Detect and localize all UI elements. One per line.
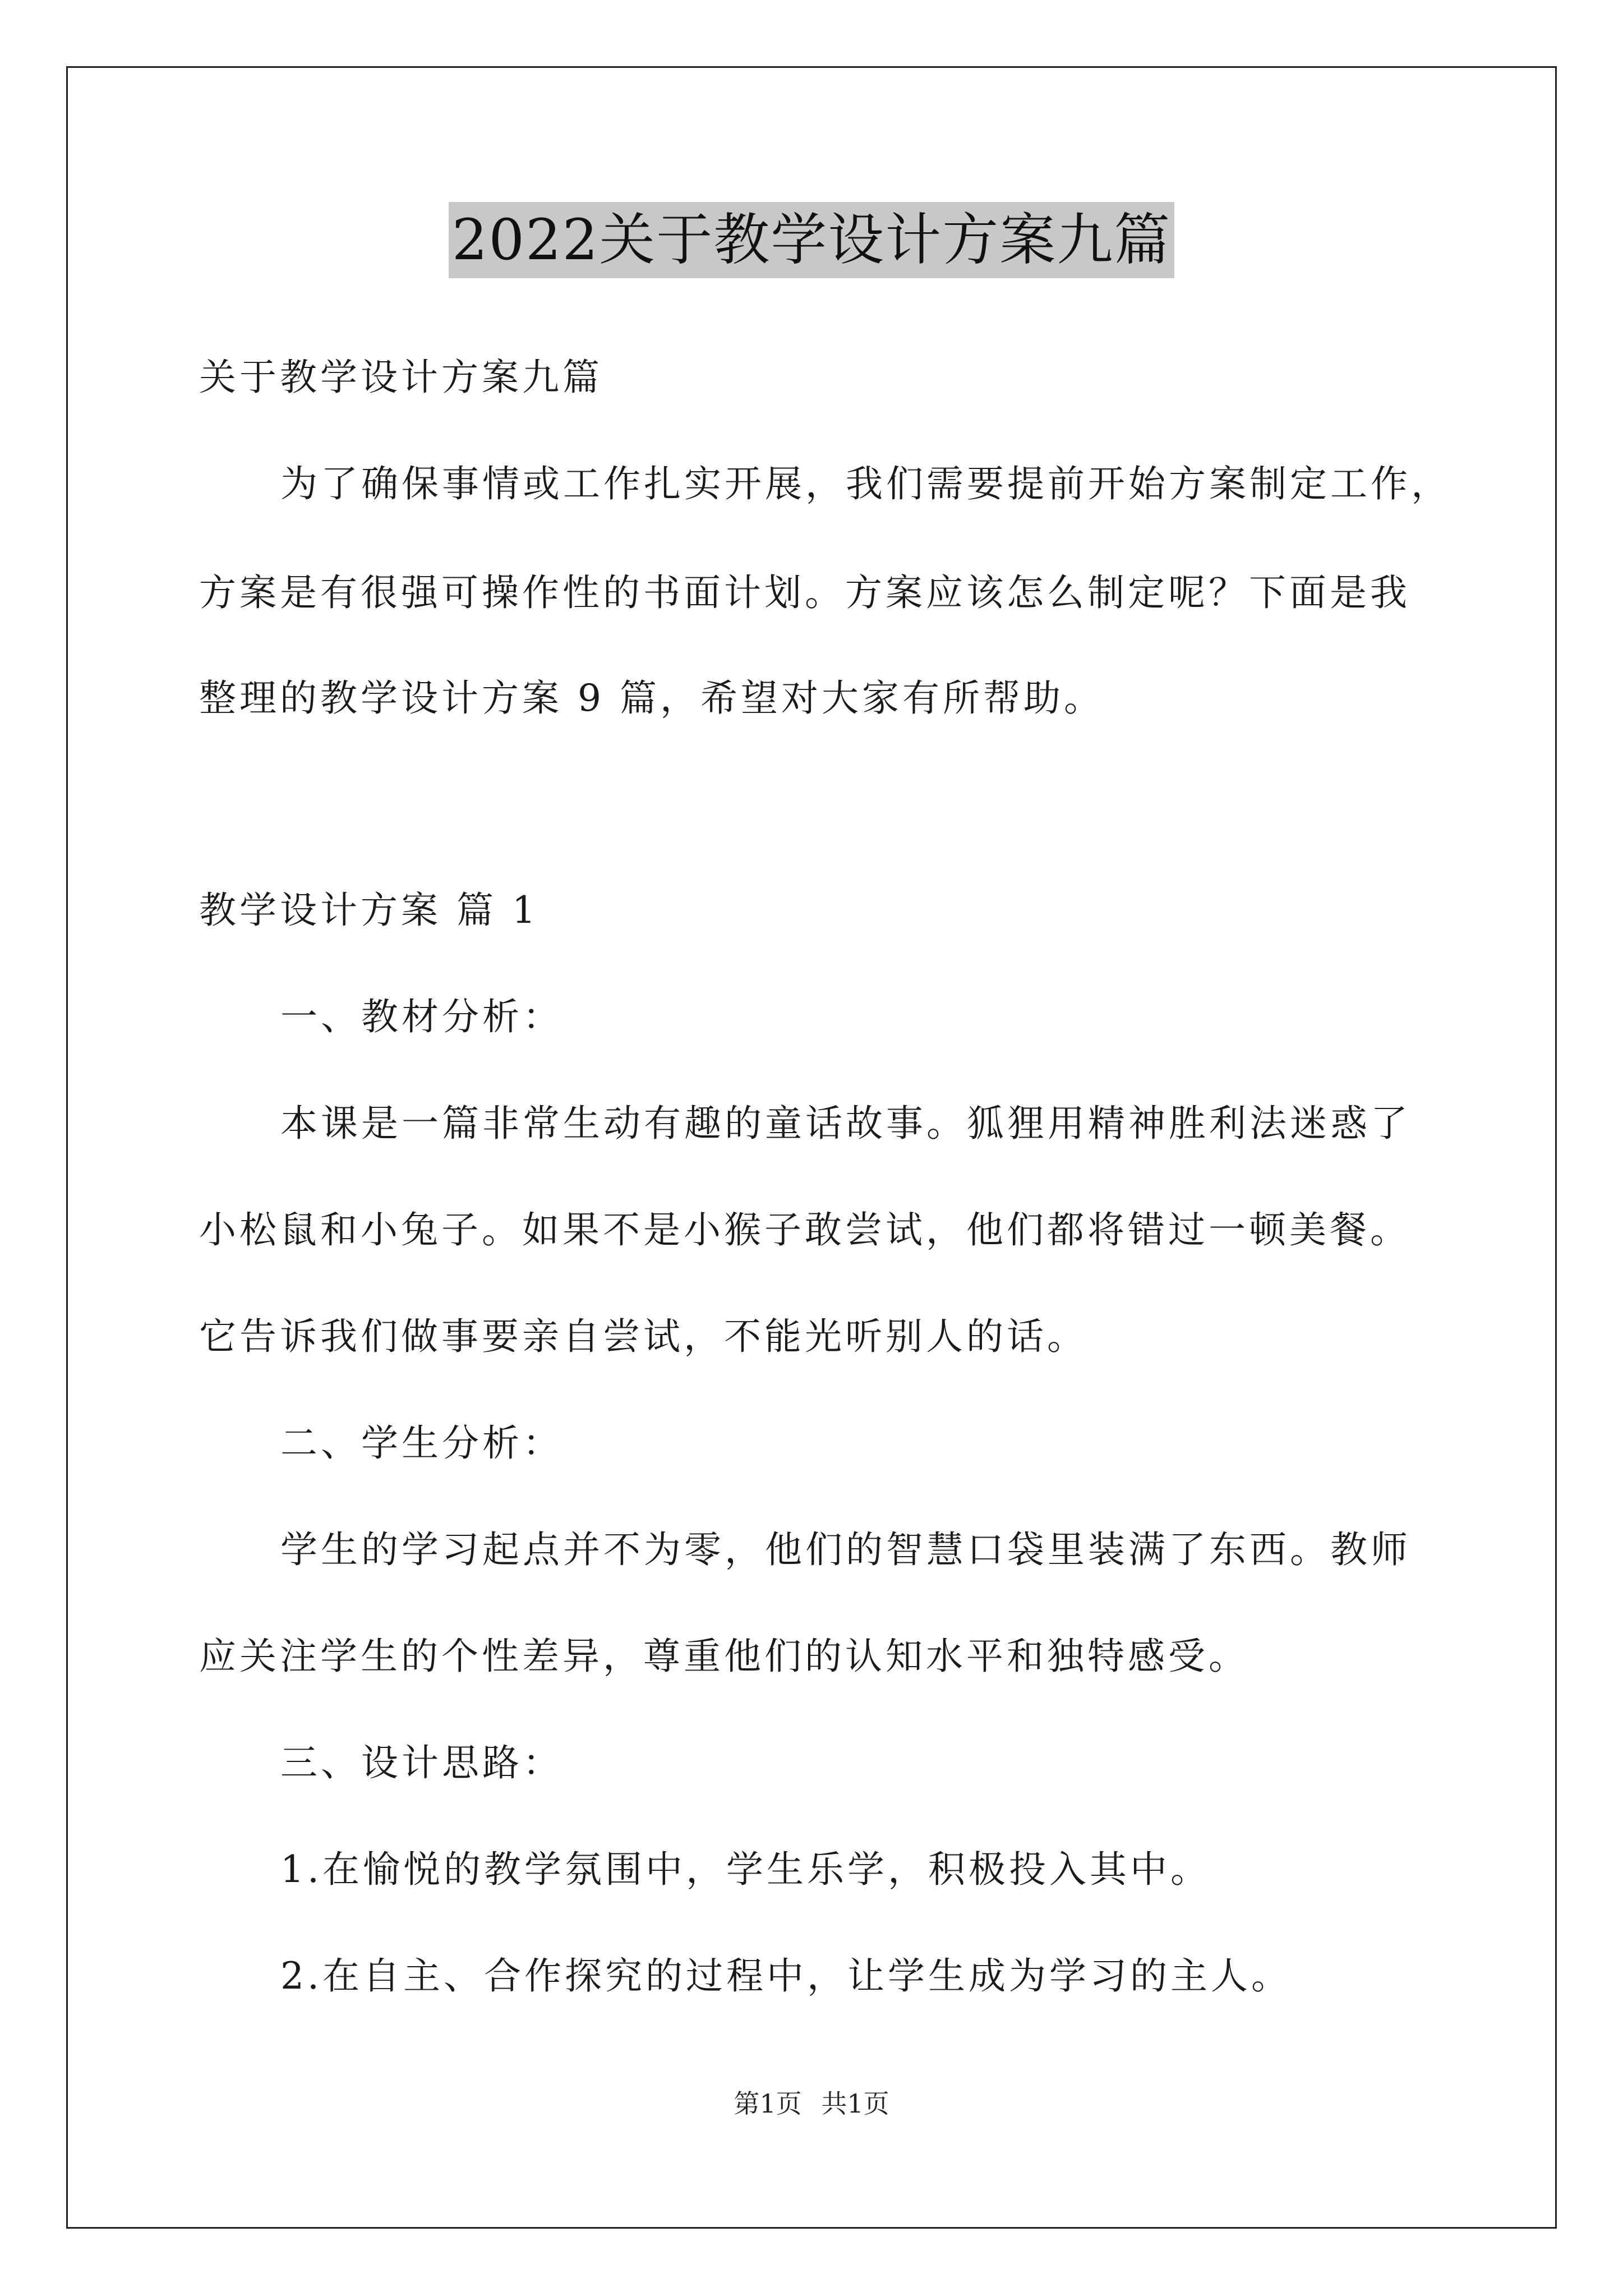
title-container (0, 202, 1623, 278)
design-item-2: 2.在自主、合作探究的过程中，让学生成为学习的主人。 (280, 1954, 1292, 1998)
material-line-3: 它告诉我们做事要亲自尝试，不能光听别人的话。 (199, 1315, 1087, 1358)
students-line-1: 学生的学习起点并不为零，他们的智慧口袋里装满了东西。教师 (280, 1528, 1411, 1571)
page-footer (0, 2087, 1623, 2120)
students-line-2: 应关注学生的个性差异，尊重他们的认知水平和独特感受。 (199, 1635, 1249, 1678)
heading-material: 一、教材分析： (280, 995, 563, 1038)
document-title: 2022关于教学设计方案九篇 (449, 202, 1175, 278)
material-line-1: 本课是一篇非常生动有趣的童话故事。狐狸用精神胜利法迷惑了 (280, 1102, 1411, 1145)
intro-line-1: 为了确保事情或工作扎实开展，我们需要提前开始方案制定工作， (280, 462, 1451, 505)
section-heading: 教学设计方案 篇 1 (199, 889, 539, 932)
footer-total-pages: 共1页 (821, 2088, 889, 2119)
intro-line-3: 整理的教学设计方案 9 篇，希望对大家有所帮助。 (199, 677, 1104, 720)
subtitle: 关于教学设计方案九篇 (199, 356, 603, 399)
intro-line-2: 方案是有很强可操作性的书面计划。方案应该怎么制定呢？下面是我 (199, 571, 1410, 614)
material-line-2: 小松鼠和小兔子。如果不是小猴子敢尝试，他们都将错过一顿美餐。 (199, 1208, 1410, 1251)
design-item-1: 1.在愉悦的教学氛围中，学生乐学，积极投入其中。 (280, 1848, 1211, 1891)
heading-design: 三、设计思路： (280, 1741, 563, 1784)
footer-page-number: 第1页 (734, 2088, 802, 2119)
heading-students: 二、学生分析： (280, 1421, 563, 1465)
